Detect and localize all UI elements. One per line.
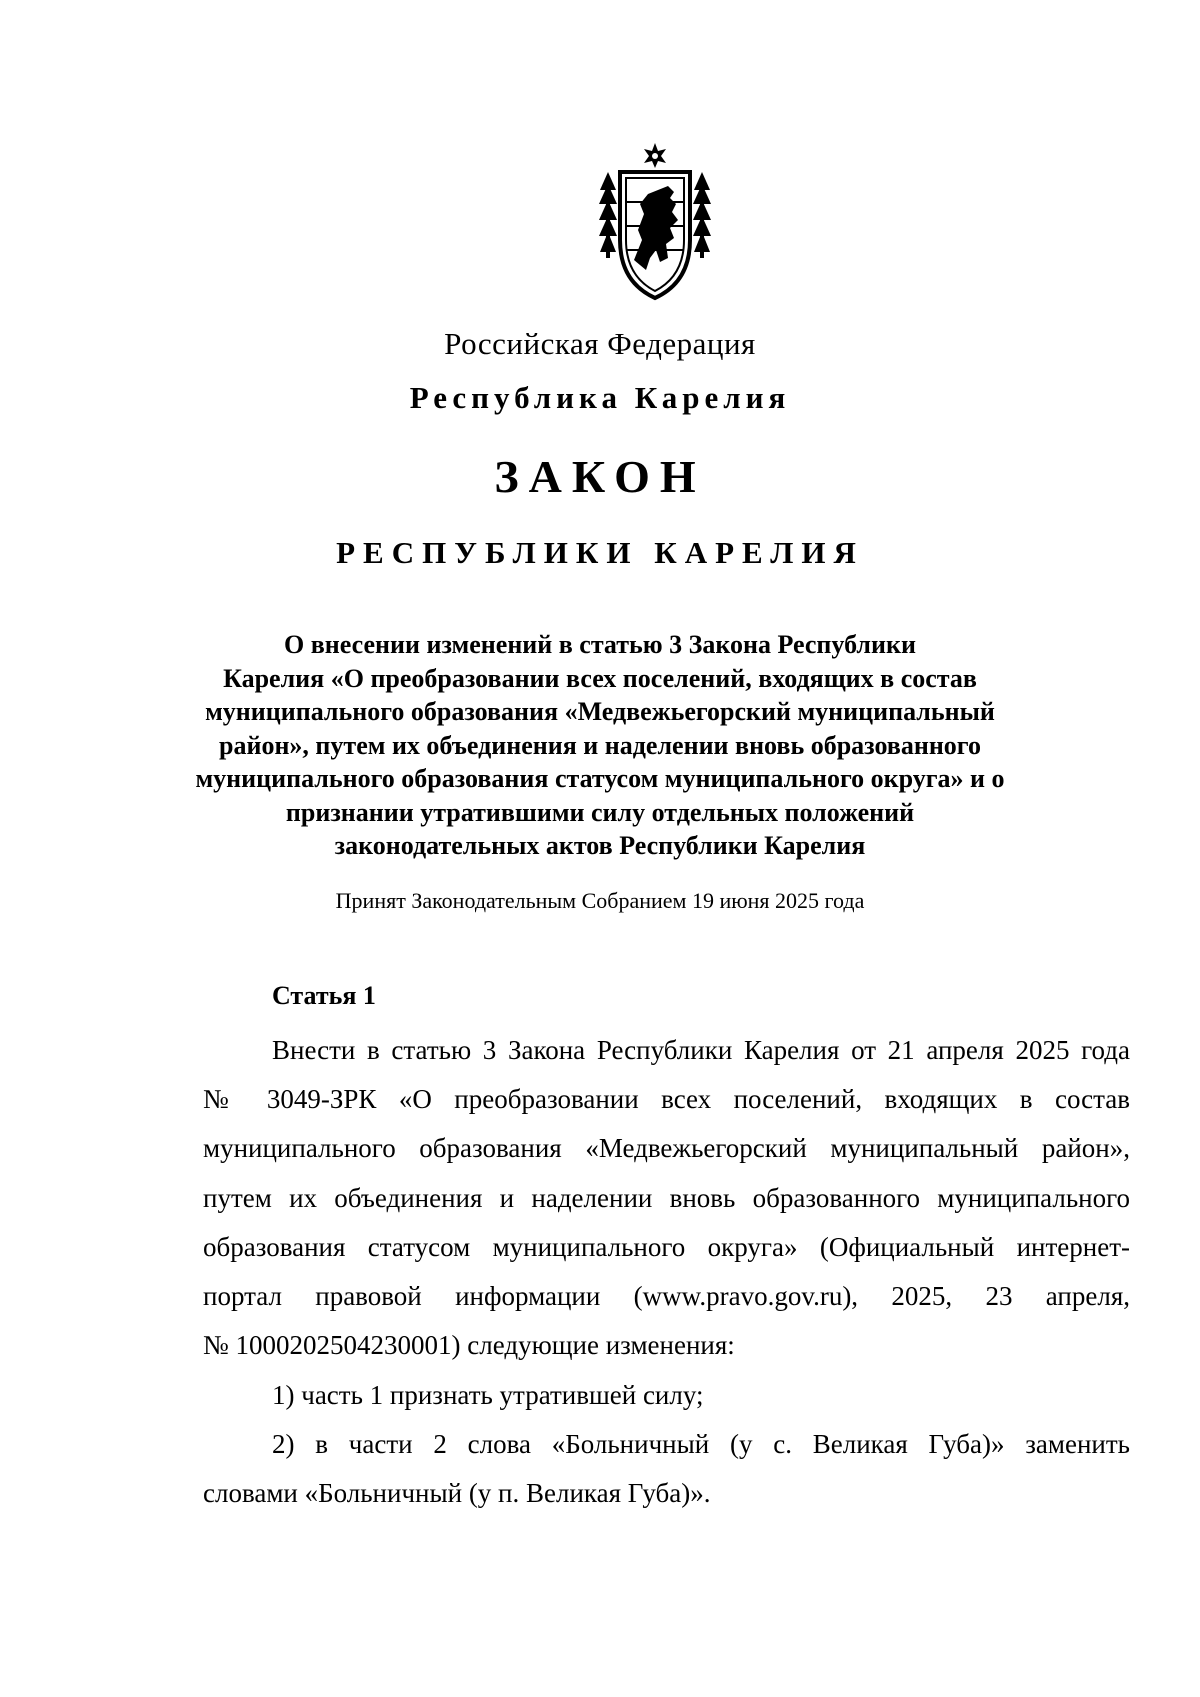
paragraph-line: № 3049-ЗРК «О преобразовании всех поселений, входящих в состав [203,1084,1130,1115]
law-title-line: Карелия «О преобразовании всех поселений, входящих в состав [223,663,977,693]
law-title [150,628,1050,863]
law-title-line: муниципального образования статусом муниципального округа» и о [195,764,1005,793]
law-title-line: О внесении изменений в статью 3 Закона Республики [284,630,916,659]
law-title-line: муниципального образования «Медвежьегорский муниципальный [205,697,995,726]
law-title-line: признании утратившими силу отдельных положений [285,797,915,827]
document-issuer: РЕСПУБЛИКИ КАРЕЛИЯ [336,535,864,570]
paragraph-line: путем их объединения и наделении вновь образованного муниципального [203,1182,1130,1213]
law-title-line: законодательных актов Республики Карелия [334,831,866,860]
item-line: 1) часть 1 признать утратившей силу; [272,1380,704,1410]
item-line: словами «Больничный (у п. Великая Губа)». [203,1478,711,1509]
paragraph-line: Внести в статью 3 Закона Республики Карелия от 21 апреля 2025 года [272,1035,1130,1065]
item-line: 2) в части 2 слова «Больничный (у с. Великая Губа)» заменить [272,1429,1130,1459]
republic-name: Республика Карелия [409,380,791,415]
paragraph-line: портал правовой информации (www.pravo.gov.ru), 2025, 23 апреля, [203,1280,1130,1311]
document-type: ЗАКОН [494,451,706,502]
karelia-coat-of-arms-icon [596,142,714,302]
article-item-1 [203,1371,1130,1420]
paragraph-line: № 1000202504230001) следующие изменения: [203,1330,735,1361]
article-paragraph [203,1026,1130,1370]
adoption-note: Принят Законодательным Собранием 19 июня 2025 года [335,888,865,913]
paragraph-line: образования статусом муниципального округа» (Официальный интернет- [203,1231,1130,1262]
article-item-2 [203,1420,1130,1518]
country-name: Российская Федерация [444,326,756,361]
law-title-line: район», путем их объединения и наделении вновь образованного [219,730,981,760]
paragraph-line: муниципального образования «Медвежьегорский муниципальный район», [203,1133,1130,1164]
article-heading: Статья 1 [272,981,376,1010]
